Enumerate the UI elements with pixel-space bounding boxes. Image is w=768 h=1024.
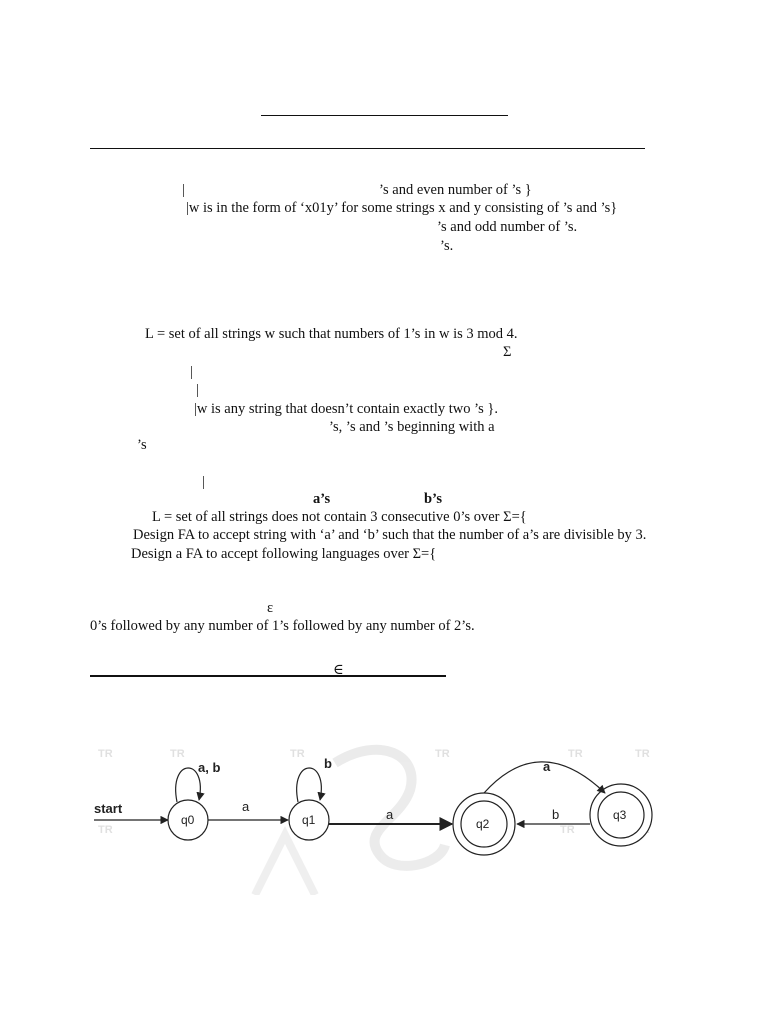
text-line-9: |w is any string that doesn’t contain exactly two ’s }. [194,401,498,417]
text-bold-bs: b’s [424,491,442,507]
title-underline [261,115,508,116]
text-bar-4: | [202,474,205,490]
text-line-3: ’s and odd number of ’s. [437,219,578,235]
text-line-14: L = set of all strings does not contain 3 consecutive 0’s over Σ={ [152,509,527,525]
text-epsilon: ε [267,600,274,616]
text-bold-as: a’s [313,491,331,507]
watermark-tr-9: TR [560,824,575,836]
text-line-10: ’s, ’s and ’s beginning with a [329,419,495,435]
text-line-5: L = set of all strings w such that numbers of 1’s in w is 3 mod 4. [145,326,518,342]
state-q2-label: q2 [476,817,490,831]
watermark-tr-7: TR [98,824,113,836]
watermark-tr-6: TR [635,748,650,760]
transition-q1-self-label: b [324,756,332,771]
text-line-11: ’s [137,437,147,453]
transition-q1-self [297,768,322,802]
text-sigma: Σ [503,344,512,360]
text-bar-1: | [182,182,185,198]
watermark-tr-5: TR [568,748,583,760]
text-line-18: 0’s followed by any number of 1’s followed by any number of 2’s. [90,618,475,634]
transition-q0-self [176,768,201,802]
text-line-2: |w is in the form of ‘x01y’ for some strings x and y consisting of ’s and ’s} [186,200,618,216]
text-bar-3: | [196,382,199,398]
section-rule-top [90,148,645,149]
text-bar-2: | [190,364,193,380]
text-line-4: ’s. [440,238,454,254]
transition-q0-self-label: a, b [198,760,221,775]
state-q1-label: q1 [302,813,316,827]
watermark-tr-3: TR [290,748,305,760]
state-q0-label: q0 [181,813,195,827]
state-q3-label: q3 [613,808,627,822]
transition-q0-q1-label: a [242,799,250,814]
section-rule-bottom [90,675,446,677]
transition-q3-q2-label: b [552,807,560,822]
text-line-16: Design a FA to accept following languages over Σ={ [131,546,437,562]
text-line-1: ’s and even number of ’s } [379,182,532,198]
state-diagram [80,735,680,895]
text-element-of: ∈ [333,662,344,678]
text-line-15: Design FA to accept string with ‘a’ and ‘b’ such that the number of a’s are divisible by 3. [133,527,647,543]
watermark-tr-1: TR [98,748,113,760]
watermark-tr-2: TR [170,748,185,760]
start-label: start [94,801,123,816]
transition-q2-q3-label: a [543,759,551,774]
transition-q1-q2-label: a [386,807,394,822]
watermark-tr-4: TR [435,748,450,760]
